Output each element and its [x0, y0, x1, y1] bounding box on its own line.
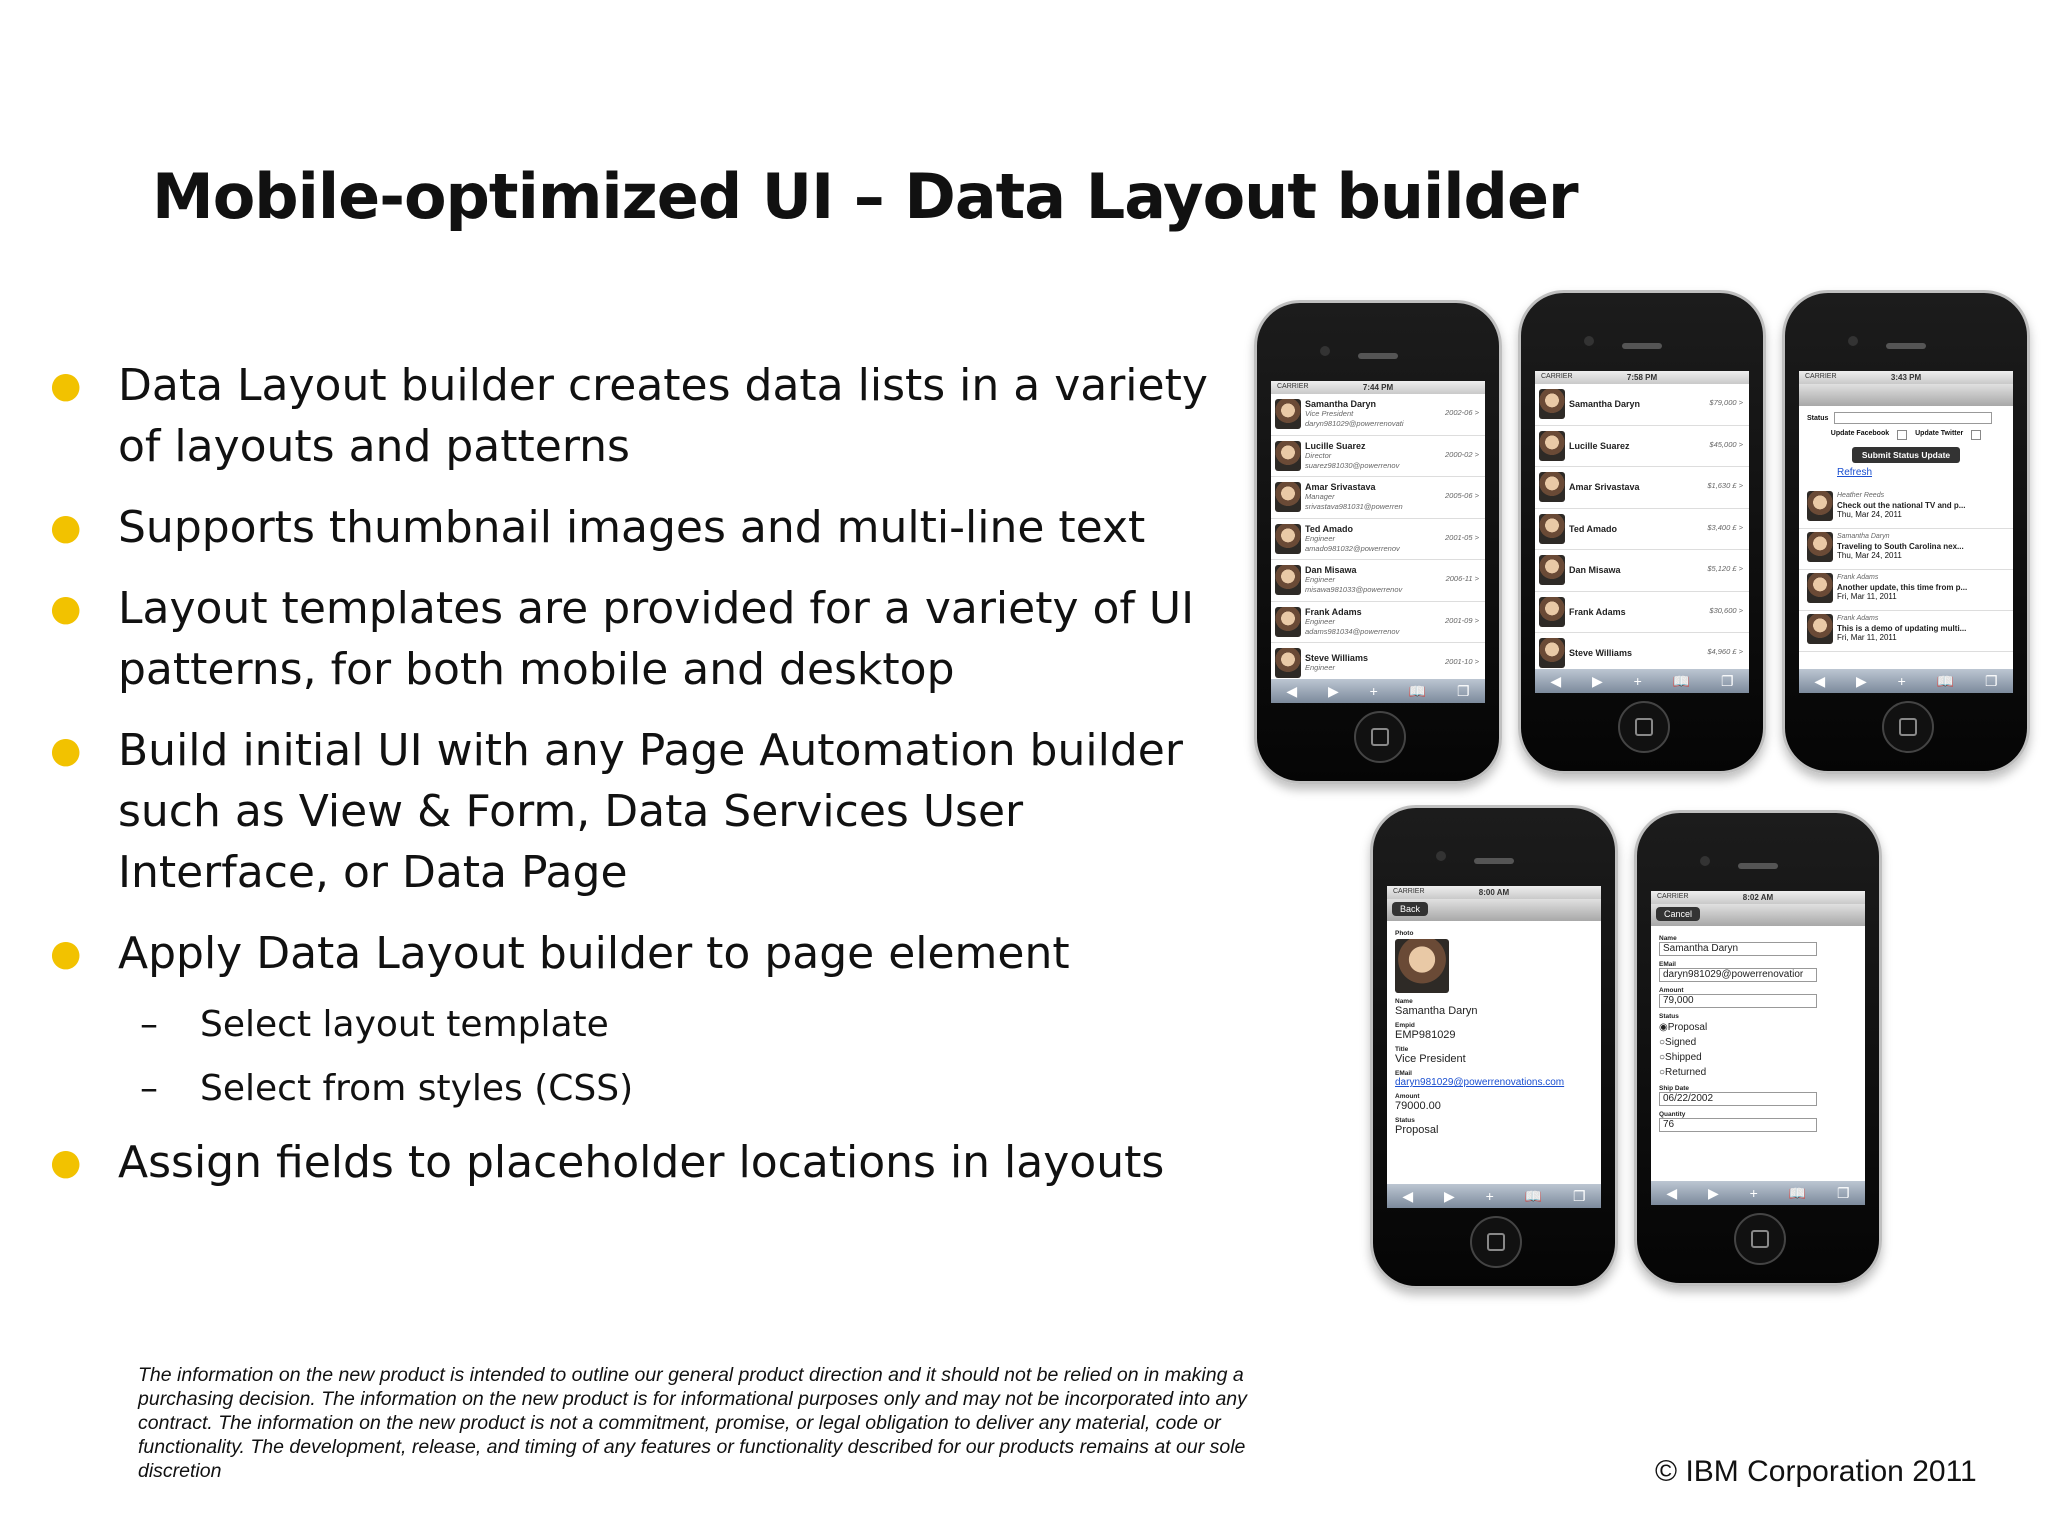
add-icon[interactable]: +: [1485, 1188, 1494, 1204]
radio-unchecked-icon: ○: [1659, 1067, 1666, 1078]
data-list: [1535, 384, 1749, 675]
thumbnail-image: [1275, 607, 1301, 637]
item-email: adams981034@powerrenov: [1305, 626, 1400, 636]
add-icon[interactable]: +: [1897, 673, 1906, 689]
name-label: Name: [1659, 935, 1677, 942]
item-text: [1305, 482, 1403, 512]
twitter-checkbox[interactable]: [1971, 430, 1981, 440]
item-email: misawa981033@powerrenov: [1305, 585, 1403, 595]
carrier-label: CARRIER: [1541, 373, 1573, 380]
item-email: srivastava981031@powerren: [1305, 502, 1403, 512]
item-name: Frank Adams: [1305, 606, 1362, 617]
list-item[interactable]: [1271, 436, 1485, 478]
list-item[interactable]: [1535, 509, 1749, 551]
item-email: suarez981030@powerrenov: [1305, 460, 1400, 470]
status-bar: [1651, 891, 1865, 904]
radio-label: Returned: [1665, 1067, 1707, 1078]
author-avatar: [1807, 491, 1833, 521]
pages-icon[interactable]: ❐: [1836, 1184, 1850, 1201]
thumbnail-image: [1539, 514, 1565, 544]
amount-label: Amount: [1659, 987, 1684, 994]
thumbnail-image: [1275, 482, 1301, 512]
bullet-text: Data Layout builder creates data lists in a variety of layouts and patterns: [118, 360, 1208, 472]
phone-screen: [1271, 381, 1485, 703]
pages-icon[interactable]: ❐: [1720, 672, 1734, 689]
update-item[interactable]: [1799, 488, 2013, 529]
thumbnail-image: [1275, 648, 1301, 678]
bullet-text: Assign fields to placeholder locations in layouts: [118, 1137, 1165, 1188]
browser-toolbar: [1651, 1181, 1865, 1205]
field-label: Title: [1395, 1046, 1409, 1053]
radio-checked-icon: ◉: [1659, 1022, 1668, 1033]
update-date: Thu, Mar 24, 2011: [1837, 510, 1902, 519]
sub-bullet-text: Select layout template: [200, 1004, 609, 1045]
phone-screen: [1535, 371, 1749, 693]
radio-label: Shipped: [1665, 1052, 1702, 1063]
update-text: [1837, 532, 1997, 566]
dash-icon: –: [140, 1068, 158, 1109]
sub-bullet-item: [40, 1064, 1220, 1114]
pages-icon[interactable]: ❐: [1572, 1187, 1586, 1204]
field-value: 79000.00: [1395, 1100, 1441, 1112]
status-bar: [1535, 371, 1749, 384]
update-item[interactable]: [1799, 570, 2013, 611]
photo-label: Photo: [1395, 930, 1414, 937]
item-name: Dan Misawa: [1569, 565, 1621, 576]
thumbnail-image: [1539, 431, 1565, 461]
forward-icon[interactable]: ▶: [1328, 682, 1339, 699]
status-form: [1799, 406, 2013, 482]
field-value: Samantha Daryn: [1395, 1005, 1478, 1017]
item-email: amado981032@powerrenov: [1305, 543, 1400, 553]
field-label: Amount: [1395, 1093, 1420, 1100]
bookmarks-icon[interactable]: 📖: [1408, 682, 1427, 699]
item-text: [1569, 607, 1626, 617]
ship-date-input[interactable]: 06/22/2002: [1659, 1092, 1817, 1106]
update-facebook-label: Update Facebook: [1830, 430, 1890, 437]
item-value: $79,000 >: [1709, 398, 1743, 407]
bullet-dot-icon: ●: [50, 507, 82, 548]
back-icon[interactable]: ◀: [1550, 672, 1562, 689]
thumbnail-image: [1275, 399, 1301, 429]
radio-label: Proposal: [1667, 1022, 1708, 1033]
thumbnail-image: [1539, 472, 1565, 502]
forward-icon[interactable]: ▶: [1444, 1187, 1455, 1204]
phone-list-values: [1518, 290, 1766, 774]
bullet-dot-icon: ●: [50, 588, 82, 629]
update-text: [1837, 573, 1997, 607]
back-icon[interactable]: ◀: [1666, 1184, 1678, 1201]
detail-fields: [1395, 998, 1593, 1136]
item-text: [1305, 653, 1368, 673]
speaker-icon: [1886, 343, 1926, 349]
list-item[interactable]: [1271, 560, 1485, 602]
item-title: Engineer: [1305, 533, 1336, 543]
pages-icon[interactable]: ❐: [1456, 682, 1470, 699]
list-item[interactable]: [1271, 477, 1485, 519]
item-name: Samantha Daryn: [1569, 399, 1641, 410]
photo-image: [1395, 939, 1449, 993]
sub-bullet-text: Select from styles (CSS): [200, 1068, 634, 1109]
bookmarks-icon[interactable]: 📖: [1936, 672, 1955, 689]
list-item[interactable]: [1271, 519, 1485, 561]
edit-form: [1651, 926, 1865, 1136]
quantity-label: Quantity: [1659, 1111, 1686, 1118]
field-value: Proposal: [1395, 1124, 1439, 1136]
thumbnail-image: [1275, 524, 1301, 554]
data-list: [1271, 394, 1485, 685]
phone-list-multiline: [1254, 300, 1502, 784]
item-title: Vice President: [1305, 409, 1354, 419]
status-input[interactable]: [1834, 412, 1992, 424]
back-icon[interactable]: ◀: [1814, 672, 1826, 689]
cancel-button[interactable]: Cancel: [1656, 907, 1700, 921]
item-text: [1569, 565, 1621, 575]
item-name: Ted Amado: [1305, 523, 1354, 534]
status-time: 7:44 PM: [1362, 383, 1394, 392]
update-date: Fri, Mar 11, 2011: [1837, 592, 1897, 601]
item-text: [1569, 524, 1617, 534]
browser-toolbar: [1387, 1184, 1601, 1208]
bullet-list: [40, 355, 1220, 1213]
bookmarks-icon[interactable]: 📖: [1524, 1187, 1543, 1204]
slide-title: Mobile-optimized UI – Data Layout builder: [152, 160, 1578, 233]
amount-input[interactable]: 79,000: [1659, 994, 1817, 1008]
home-button[interactable]: [1882, 701, 1934, 753]
add-icon[interactable]: +: [1369, 683, 1378, 699]
bookmarks-icon[interactable]: 📖: [1788, 1184, 1807, 1201]
radio-label: Signed: [1665, 1037, 1697, 1048]
field-value: Vice President: [1395, 1053, 1466, 1065]
bullet-item: [40, 923, 1220, 984]
list-item[interactable]: [1535, 426, 1749, 468]
camera-icon: [1320, 346, 1330, 356]
pages-icon[interactable]: ❐: [1984, 672, 1998, 689]
list-item[interactable]: [1535, 592, 1749, 634]
status-time: 8:02 AM: [1742, 893, 1774, 902]
item-text: [1569, 482, 1640, 492]
list-item[interactable]: [1535, 550, 1749, 592]
list-item[interactable]: [1271, 602, 1485, 644]
phone-detail-view: [1370, 805, 1618, 1289]
radio-unchecked-icon: ○: [1659, 1037, 1666, 1048]
thumbnail-image: [1539, 389, 1565, 419]
quantity-input[interactable]: 76: [1659, 1118, 1817, 1132]
item-name: Frank Adams: [1569, 606, 1626, 617]
phone-status-updates: [1782, 290, 2030, 774]
camera-icon: [1584, 336, 1594, 346]
bullet-dot-icon: ●: [50, 730, 82, 771]
email-input[interactable]: daryn981029@powerrenovatior: [1659, 968, 1817, 982]
back-icon[interactable]: ◀: [1286, 682, 1298, 699]
item-name: Dan Misawa: [1305, 565, 1357, 576]
item-name: Ted Amado: [1569, 523, 1618, 534]
bullet-item: [40, 497, 1220, 558]
item-name: Samantha Daryn: [1305, 399, 1377, 410]
update-item[interactable]: [1799, 529, 2013, 570]
item-title: Engineer: [1305, 616, 1336, 626]
status-label: Status: [1807, 414, 1829, 422]
carrier-label: CARRIER: [1805, 373, 1837, 380]
item-name: Amar Srivastava: [1305, 482, 1376, 493]
camera-icon: [1700, 856, 1710, 866]
item-value: 2006-11 >: [1445, 574, 1479, 583]
thumbnail-image: [1275, 565, 1301, 595]
back-button[interactable]: Back: [1392, 902, 1428, 916]
status-radio[interactable]: [1659, 1050, 1857, 1065]
radio-unchecked-icon: ○: [1659, 1052, 1666, 1063]
update-message: Another update, this time from p...: [1837, 582, 1968, 592]
thumbnail-image: [1275, 441, 1301, 471]
bullet-text: Supports thumbnail images and multi-line text: [118, 502, 1146, 553]
author-avatar: [1807, 573, 1833, 603]
home-button[interactable]: [1618, 701, 1670, 753]
browser-toolbar: [1535, 669, 1749, 693]
disclaimer-text: The information on the new product is intended to outline our general product direction and it should not be relied on in making a purchasing decision. The information on the new product is for informational purposes only and may not be incorporated into any contract. The information on the new product is not a commitment, promise, or legal obligation to deliver any material, code or functionality. The development, release, and timing of any features or functionality described for our products remains at our sole discretion: [138, 1364, 1247, 1482]
field-label: EMail: [1395, 1070, 1412, 1077]
refresh-link[interactable]: Refresh: [1837, 467, 1873, 478]
phone-screen: [1651, 891, 1865, 1205]
camera-icon: [1848, 336, 1858, 346]
item-value: 2001-10 >: [1445, 657, 1479, 666]
status-radio[interactable]: [1659, 1020, 1857, 1035]
copyright-text: © IBM Corporation 2011: [1655, 1455, 1977, 1488]
update-text: [1837, 614, 1997, 648]
update-text: [1837, 491, 1997, 525]
forward-icon[interactable]: ▶: [1708, 1184, 1719, 1201]
thumbnail-image: [1539, 597, 1565, 627]
bullet-dot-icon: ●: [50, 1142, 82, 1183]
list-item[interactable]: [1535, 467, 1749, 509]
status-label: Status: [1659, 1013, 1679, 1020]
update-message: Check out the national TV and p...: [1837, 500, 1966, 510]
item-value: $1,630 £ >: [1707, 481, 1743, 490]
item-email: daryn981029@powerrenovati: [1305, 419, 1404, 429]
update-author: Samantha Daryn: [1837, 533, 1890, 540]
item-value: 2000-02 >: [1445, 449, 1479, 459]
browser-toolbar: [1271, 679, 1485, 703]
carrier-label: CARRIER: [1657, 893, 1689, 900]
bullet-item: [40, 720, 1220, 903]
update-author: Frank Adams: [1837, 574, 1879, 581]
item-text: [1305, 524, 1400, 554]
update-author: Frank Adams: [1837, 615, 1879, 622]
email-label: EMail: [1659, 961, 1676, 968]
item-value: 2002-06 >: [1445, 408, 1479, 417]
bullet-text: Build initial UI with any Page Automation builder such as View & Form, Data Services User Interface, or Data Page: [118, 725, 1183, 898]
navbar: [1651, 904, 1865, 926]
update-date: Fri, Mar 11, 2011: [1837, 633, 1897, 642]
status-bar: [1271, 381, 1485, 394]
item-text: [1305, 441, 1399, 471]
facebook-checkbox[interactable]: [1897, 430, 1907, 440]
item-name: Amar Srivastava: [1569, 482, 1640, 493]
update-author: Heather Reeds: [1837, 492, 1885, 499]
name-input[interactable]: Samantha Daryn: [1659, 942, 1817, 956]
back-icon[interactable]: ◀: [1402, 1187, 1414, 1204]
item-name: Lucille Suarez: [1569, 440, 1630, 451]
home-button[interactable]: [1354, 711, 1406, 763]
update-message: This is a demo of updating multi...: [1837, 623, 1967, 633]
phone-edit-form: [1634, 810, 1882, 1286]
camera-icon: [1436, 851, 1446, 861]
add-icon[interactable]: +: [1633, 673, 1642, 689]
ship-date-label: Ship Date: [1659, 1085, 1689, 1092]
home-button[interactable]: [1734, 1213, 1786, 1265]
email-link[interactable]: daryn981029@powerrenovations.com: [1395, 1077, 1565, 1088]
item-title: Director: [1305, 450, 1332, 460]
item-value: 2001-09 >: [1445, 615, 1479, 625]
browser-toolbar: [1799, 669, 2013, 693]
item-title: Manager: [1305, 492, 1335, 502]
speaker-icon: [1738, 863, 1778, 869]
field-value: EMP981029: [1395, 1029, 1456, 1041]
item-value: $4,960 £ >: [1707, 647, 1743, 656]
dash-icon: –: [140, 1004, 158, 1045]
status-time: 3:43 PM: [1890, 373, 1922, 382]
status-bar: [1799, 371, 2013, 384]
phone-screen: [1387, 886, 1601, 1208]
author-avatar: [1807, 614, 1833, 644]
item-text: [1305, 565, 1402, 595]
item-name: Steve Williams: [1305, 653, 1368, 664]
item-value: 2005-06 >: [1445, 491, 1479, 500]
status-time: 7:58 PM: [1626, 373, 1658, 382]
status-time: 8:00 AM: [1478, 888, 1510, 897]
speaker-icon: [1358, 353, 1398, 359]
forward-icon[interactable]: ▶: [1592, 672, 1603, 689]
status-radio[interactable]: [1659, 1035, 1857, 1050]
thumbnail-image: [1539, 555, 1565, 585]
updates-list: [1799, 488, 2013, 652]
carrier-label: CARRIER: [1277, 383, 1309, 390]
speaker-icon: [1622, 343, 1662, 349]
item-text: [1305, 399, 1404, 429]
field-label: Name: [1395, 998, 1413, 1005]
item-text: [1569, 648, 1632, 658]
forward-icon[interactable]: ▶: [1856, 672, 1867, 689]
navbar: [1387, 899, 1601, 921]
update-message: Traveling to South Carolina nex...: [1837, 541, 1964, 551]
item-name: Lucille Suarez: [1305, 440, 1366, 451]
bullet-text: Layout templates are provided for a variety of UI patterns, for both mobile and desktop: [118, 583, 1195, 695]
bullet-dot-icon: ●: [50, 365, 82, 406]
sub-bullet-item: [40, 1000, 1220, 1050]
detail-form: [1387, 921, 1601, 1140]
bookmarks-icon[interactable]: 📖: [1672, 672, 1691, 689]
update-twitter-label: Update Twitter: [1915, 430, 1964, 437]
field-label: Empid: [1395, 1022, 1415, 1029]
bullet-text: Apply Data Layout builder to page element: [118, 928, 1070, 979]
home-button[interactable]: [1470, 1216, 1522, 1268]
item-value: $30,600 >: [1709, 605, 1743, 615]
thumbnail-image: [1539, 638, 1565, 668]
bullet-item: [40, 1132, 1220, 1193]
speaker-icon: [1474, 858, 1514, 864]
item-text: [1569, 399, 1640, 409]
field-label: Status: [1395, 1117, 1415, 1124]
status-radio-group: [1659, 1020, 1857, 1080]
bullet-item: [40, 355, 1220, 477]
navbar: [1799, 384, 2013, 406]
list-item[interactable]: [1271, 394, 1485, 436]
list-item[interactable]: [1535, 384, 1749, 426]
bullet-dot-icon: ●: [50, 933, 82, 974]
submit-status-button[interactable]: Submit Status Update: [1852, 447, 1960, 463]
update-date: Thu, Mar 24, 2011: [1837, 551, 1902, 560]
carrier-label: CARRIER: [1393, 888, 1425, 895]
item-value: 2001-05 >: [1445, 532, 1479, 542]
item-text: [1569, 441, 1630, 451]
update-item[interactable]: [1799, 611, 2013, 652]
status-radio[interactable]: [1659, 1065, 1857, 1080]
item-value: $3,400 £ >: [1707, 522, 1743, 532]
item-text: [1305, 607, 1399, 637]
item-name: Steve Williams: [1569, 648, 1632, 659]
phone-screen: [1799, 371, 2013, 693]
item-title: Engineer: [1305, 663, 1336, 673]
bullet-item: [40, 578, 1220, 700]
add-icon[interactable]: +: [1749, 1185, 1758, 1201]
item-title: Engineer: [1305, 575, 1336, 585]
status-bar: [1387, 886, 1601, 899]
author-avatar: [1807, 532, 1833, 562]
item-value: $5,120 £ >: [1707, 564, 1743, 573]
item-value: $45,000 >: [1709, 439, 1743, 449]
